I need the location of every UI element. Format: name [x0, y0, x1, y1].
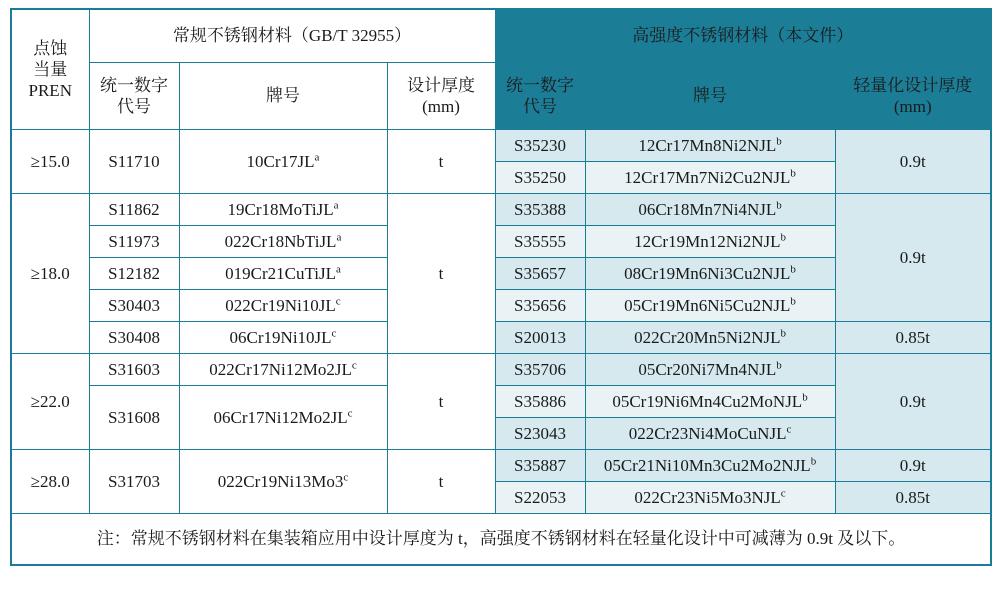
header-col-grade-high: 牌号 — [585, 63, 835, 130]
footnote-marker: c — [786, 423, 792, 436]
regular-code: S31703 — [89, 450, 179, 514]
pren-line-2: 当量 — [33, 59, 68, 79]
regular-grade: 022Cr19Ni13Mo3$^c$ — [179, 450, 387, 514]
header-col-code-high — [495, 63, 585, 130]
high-code: S23043 — [495, 418, 585, 450]
high-grade: 08Cr19Mn6Ni3Cu2NJL$^b$ — [585, 258, 835, 290]
header-row-groups — [11, 9, 991, 63]
regular-thickness: t — [387, 354, 495, 450]
thickness-high-line-1: 轻量化设计厚度 — [853, 75, 973, 95]
footnote-marker: b — [776, 199, 782, 212]
pren-value: ≥28.0 — [11, 450, 89, 514]
header-group-regular: 常规不锈钢材料（GB/T 32955） — [89, 9, 495, 63]
high-thickness: 0.9t — [835, 194, 991, 322]
footnote-marker: b — [790, 295, 796, 308]
high-grade: 05Cr21Ni10Mn3Cu2Mo2NJL$^b$ — [585, 450, 835, 482]
thickness-regular-line-1: 设计厚度 — [407, 75, 476, 95]
regular-thickness: t — [387, 130, 495, 194]
regular-code: S11710 — [89, 130, 179, 194]
high-code: S35250 — [495, 162, 585, 194]
high-code: S35706 — [495, 354, 585, 386]
high-grade: 022Cr23Ni5Mo3NJL$^c$ — [585, 482, 835, 514]
pren-value: ≥22.0 — [11, 354, 89, 450]
header-col-code-regular — [89, 63, 179, 130]
regular-grade: 019Cr21CuTiJL$^a$ — [179, 258, 387, 290]
high-grade: 05Cr20Ni7Mn4NJL$^b$ — [585, 354, 835, 386]
high-grade: 05Cr19Mn6Ni5Cu2NJL$^b$ — [585, 290, 835, 322]
footnote-marker: c — [335, 295, 341, 308]
regular-code: S31608 — [89, 386, 179, 450]
footnote-marker: c — [343, 471, 349, 484]
footnote-marker: b — [802, 391, 808, 404]
header-col-thickness-high — [835, 63, 991, 130]
regular-grade: $06Cr19Ni10JL^c$ — [179, 322, 387, 354]
regular-code: S11862 — [89, 194, 179, 226]
table-row — [11, 194, 991, 226]
footnote-marker: c — [351, 359, 357, 372]
regular-code: S30403 — [89, 290, 179, 322]
header-col-thickness-regular — [387, 63, 495, 130]
high-thickness: 0.9t — [835, 450, 991, 482]
regular-grade: $022Cr17Ni12Mo2JL^c$ — [179, 354, 387, 386]
high-code: S35555 — [495, 226, 585, 258]
pren-line-3: PREN — [28, 81, 72, 101]
code-regular-line-2: 代号 — [117, 97, 151, 116]
table-note: 注：常规不锈钢材料在集装箱应用中设计厚度为 t，高强度不锈钢材料在轻量化设计中可减薄为 0.9t 及以下。 — [11, 514, 991, 566]
header-group-high: 高强度不锈钢材料（本文件） — [495, 9, 991, 63]
footnote-marker: c — [331, 327, 337, 340]
high-grade: 12Cr17Mn8Ni2NJL$^b$ — [585, 130, 835, 162]
table-row — [11, 450, 991, 482]
code-high-line-2: 代号 — [523, 97, 558, 116]
high-grade: 12Cr17Mn7Ni2Cu2NJL$^b$ — [585, 162, 835, 194]
footnote-marker: b — [776, 359, 782, 372]
table-row — [11, 322, 991, 354]
regular-code: S11973 — [89, 226, 179, 258]
thickness-regular-line-2: (mm) — [422, 97, 460, 116]
footnote-marker: b — [790, 167, 796, 180]
code-high-line-1: 统一数字 — [506, 75, 575, 95]
footnote-marker: c — [780, 487, 786, 500]
regular-grade: $10Cr17JL^a$ — [179, 130, 387, 194]
regular-thickness: t — [387, 450, 495, 514]
high-grade: 022Cr23Ni4MoCuNJL$^c$ — [585, 418, 835, 450]
header-pren-label — [11, 9, 89, 130]
footnote-marker: b — [780, 231, 786, 244]
high-grade: 022Cr20Mn5Ni2NJL$^b$ — [585, 322, 835, 354]
regular-code: S12182 — [89, 258, 179, 290]
header-row-columns — [11, 63, 991, 130]
footnote-marker: b — [780, 327, 786, 340]
materials-comparison-table — [10, 8, 992, 566]
regular-grade: $022Cr19Ni10JL^c$ — [179, 290, 387, 322]
high-grade: 12Cr19Mn12Ni2NJL$^b$ — [585, 226, 835, 258]
high-grade: 05Cr19Ni6Mn4Cu2MoNJL$^b$ — [585, 386, 835, 418]
footnote-marker: a — [314, 151, 320, 164]
table-header — [11, 9, 991, 130]
regular-code: S31603 — [89, 354, 179, 386]
footnote-marker: a — [333, 199, 339, 212]
high-code: S22053 — [495, 482, 585, 514]
regular-thickness: t — [387, 194, 495, 354]
high-thickness: 0.9t — [835, 130, 991, 194]
footnote-marker: a — [335, 263, 341, 276]
header-col-grade-regular: 牌号 — [179, 63, 387, 130]
footnote-marker: b — [790, 263, 796, 276]
pren-value: ≥18.0 — [11, 194, 89, 354]
high-thickness: 0.9t — [835, 354, 991, 450]
footnote-marker: a — [336, 231, 342, 244]
footnote-marker: b — [810, 455, 817, 468]
regular-code: S30408 — [89, 322, 179, 354]
table-row — [11, 354, 991, 386]
high-thickness: 0.85t — [835, 482, 991, 514]
high-grade: 06Cr18Mn7Ni4NJL$^b$ — [585, 194, 835, 226]
high-code: S35230 — [495, 130, 585, 162]
high-code: S35657 — [495, 258, 585, 290]
pren-value: ≥15.0 — [11, 130, 89, 194]
footnote-marker: b — [776, 135, 782, 148]
high-code: S20013 — [495, 322, 585, 354]
code-regular-line-1: 统一数字 — [100, 75, 168, 95]
footnote-marker: c — [347, 407, 353, 420]
regular-grade: 022Cr18NbTiJL$^a$ — [179, 226, 387, 258]
table-body — [11, 130, 991, 514]
pren-line-1: 点蚀 — [33, 38, 68, 58]
high-code: S35886 — [495, 386, 585, 418]
note-row — [11, 514, 991, 566]
high-code: S35388 — [495, 194, 585, 226]
regular-grade: $06Cr17Ni12Mo2JL^c$ — [179, 386, 387, 450]
table-row — [11, 130, 991, 162]
high-code: S35656 — [495, 290, 585, 322]
regular-grade: 19Cr18MoTiJL$^a$ — [179, 194, 387, 226]
table-footer — [11, 514, 991, 566]
thickness-high-line-2: (mm) — [893, 97, 932, 116]
high-thickness: 0.85t — [835, 322, 991, 354]
high-code: S35887 — [495, 450, 585, 482]
